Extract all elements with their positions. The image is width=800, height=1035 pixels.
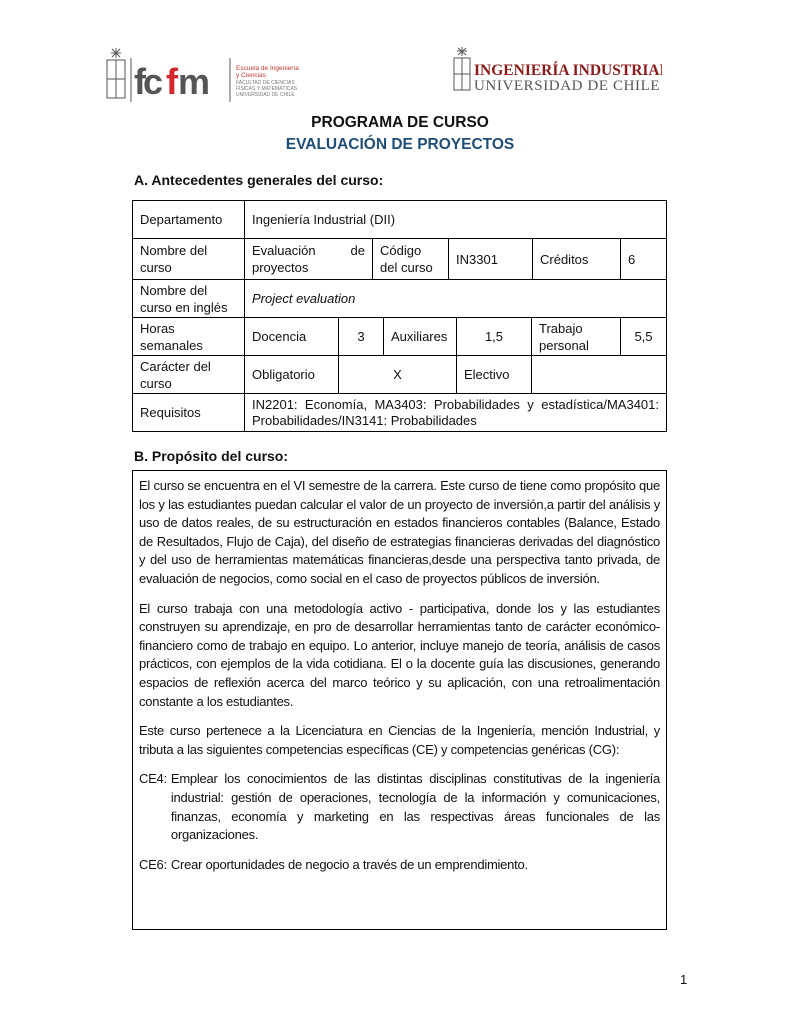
- svg-text:y Ciencias: y Ciencias: [236, 72, 266, 79]
- horas-label: Horas semanales: [132, 317, 245, 356]
- requisitos-label: Requisitos: [132, 393, 245, 432]
- codigo-label: Código del curso: [372, 238, 449, 280]
- departamento-label: Departamento: [132, 200, 245, 239]
- trabajo-value: 5,5: [620, 317, 667, 356]
- caracter-label: Carácter del curso: [132, 355, 245, 394]
- electivo-mark: [531, 355, 667, 394]
- electivo-label: Electivo: [456, 355, 532, 394]
- svg-text:FÍSICAS Y MATEMÁTICAS: FÍSICAS Y MATEMÁTICAS: [236, 86, 298, 92]
- svg-text:Escuela de Ingeniería: Escuela de Ingeniería: [236, 65, 299, 72]
- requisitos-value: [244, 393, 667, 432]
- nombre-value: [244, 238, 373, 280]
- codigo-value: IN3301: [448, 238, 533, 280]
- fcfm-logo: [104, 44, 304, 104]
- creditos-label: Créditos: [532, 238, 621, 280]
- purpose-box: [132, 470, 667, 930]
- obligatorio-mark: X: [338, 355, 457, 394]
- creditos-value: 6: [620, 238, 667, 280]
- svg-text:f: f: [166, 61, 178, 102]
- nombre-label: Nombre del curso: [132, 238, 245, 280]
- purpose-paragraph-1: El curso se encuentra en el VI semestre de la carrera. Este curso de tiene como propósito que los y las estudiantes puedan calcular el valor de un proyecto de inversión,a partir del análisis y uso de datos reales, de su estructuración en estados financieros contables (Balance, Estado de Resultados, Flujo de Caja), del diseño de estrategias financieras derivadas del diagnóstico y del uso de herramientas matemáticas financieras,desde una perspectiva tanto privada, de evaluación de negocios, como social en el caso de proyectos públicos de inversión.: [139, 478, 660, 586]
- auxiliares-label: Auxiliares: [383, 317, 457, 356]
- ingenieria-industrial-logo: [452, 46, 662, 96]
- section-a-heading: A. Antecedentes generales del curso:: [134, 172, 384, 188]
- svg-text:FACULTAD DE CIENCIAS: FACULTAD DE CIENCIAS: [236, 80, 295, 86]
- svg-text:fc: fc: [134, 61, 161, 102]
- docencia-value: 3: [338, 317, 384, 356]
- ce4-text: Emplear los conocimientos de las distintas disciplinas constitutivas de la ingeniería industrial: gestión de operaciones, tecnología de la información y comunicaciones, finanzas, economía y marketing en las respectivas áreas funcionales de las organizaciones.: [170, 771, 660, 843]
- ce6-label: CE6:: [139, 856, 167, 872]
- purpose-paragraph-3: Este curso pertenece a la Licenciatura en Ciencias de la Ingeniería, mención Industrial, y tributa a las siguientes competencias específicas (CE) y competencias genéricas (CG):: [139, 723, 660, 757]
- docencia-label: Docencia: [244, 317, 339, 356]
- page-number: 1: [680, 972, 688, 987]
- nombre-text: Evaluación de proyectos: [252, 243, 365, 275]
- ce4-label: CE4:: [139, 771, 167, 787]
- svg-text:INGENIERÍA INDUSTRIAL: INGENIERÍA INDUSTRIAL: [474, 62, 662, 79]
- competency-ce4: [139, 770, 660, 844]
- svg-text:m: m: [178, 61, 211, 102]
- obligatorio-label: Obligatorio: [244, 355, 339, 394]
- ingles-value: Project evaluation: [244, 279, 667, 318]
- course-title: EVALUACIÓN DE PROYECTOS: [285, 136, 515, 153]
- section-b-heading: B. Propósito del curso:: [134, 448, 289, 464]
- departamento-value: Ingeniería Industrial (DII): [244, 200, 667, 239]
- requisitos-text: IN2201: Economía, MA3403: Probabilidades y estadística/MA3401: Probabilidades/IN3141: Probabilidades: [252, 396, 659, 428]
- auxiliares-value: 1,5: [456, 317, 532, 356]
- purpose-paragraph-2: El curso trabaja con una metodología activo - participativa, donde los y las estudiantes construyen su aprendizaje, en pro de desarrollar herramientas tanto de carácter económico- financiero como de trabajo en equipo. Lo anterior, incluye manejo de teoría, análisis de casos prácticos, con ejemplos de la vida cotidiana. El o la docente guía las discusiones, generando espacios de reflexión acerca del marco teórico y su aplicación, con una retroalimentación constante a los estudiantes.: [139, 600, 660, 709]
- ce6-text: Crear oportunidades de negocio a través de un emprendimiento.: [170, 856, 528, 872]
- document-title: PROGRAMA DE CURSO: [311, 114, 489, 131]
- svg-text:UNIVERSIDAD DE CHILE: UNIVERSIDAD DE CHILE: [236, 92, 295, 98]
- trabajo-label: Trabajo personal: [531, 317, 621, 356]
- competency-ce6: [139, 856, 660, 875]
- ingles-label: Nombre del curso en inglés: [132, 279, 245, 318]
- svg-text:UNIVERSIDAD DE CHILE: UNIVERSIDAD DE CHILE: [474, 78, 661, 94]
